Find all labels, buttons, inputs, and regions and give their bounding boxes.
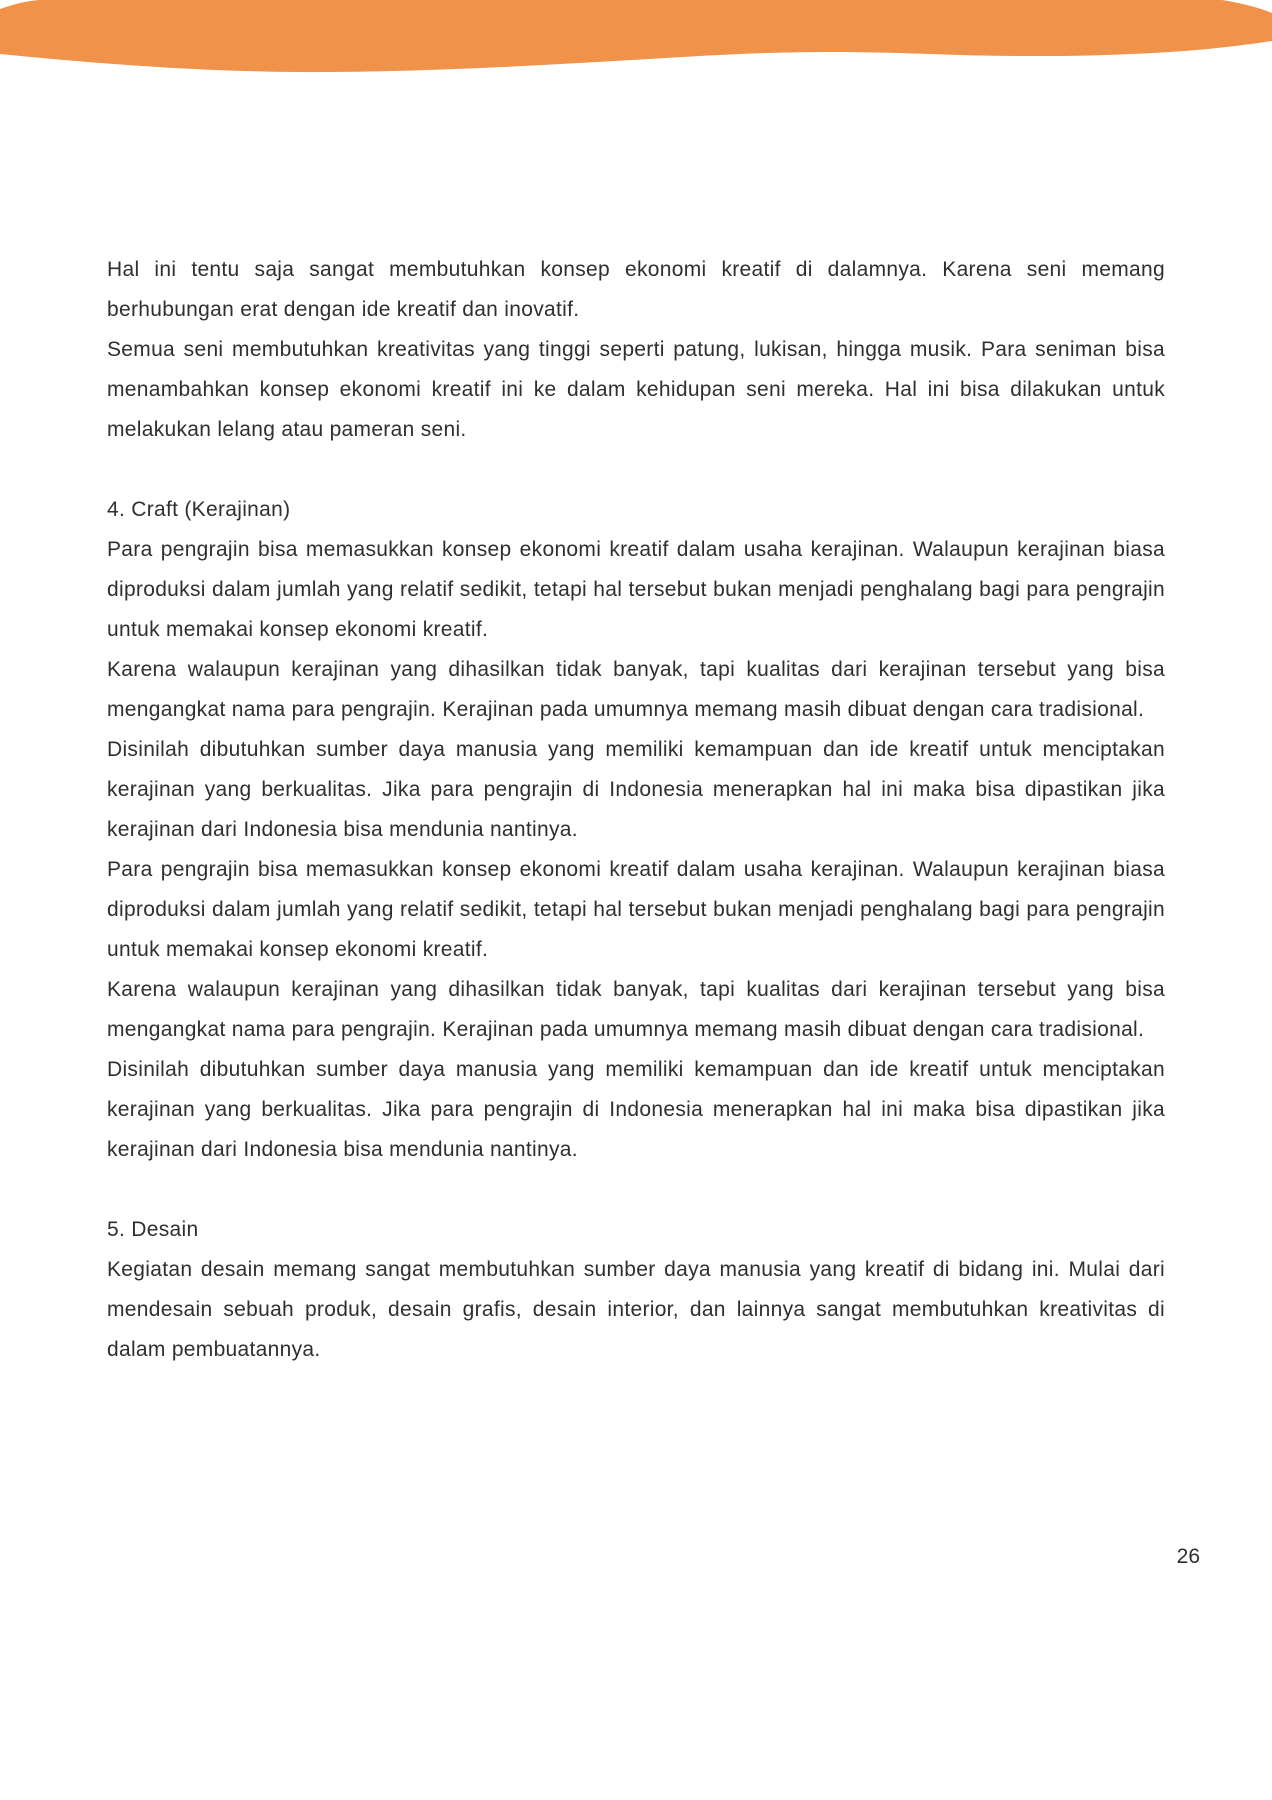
paragraph: Karena walaupun kerajinan yang dihasilkan tidak banyak, tapi kualitas dari kerajinan tersebut yang bisa mengangkat nama para pengrajin. Kerajinan pada umumnya memang masih dibuat dengan cara tradisional. xyxy=(107,978,1165,1041)
header-wave-shape xyxy=(0,0,1272,72)
paragraph: Hal ini tentu saja sangat membutuhkan konsep ekonomi kreatif di dalamnya. Karena seni memang berhubungan erat dengan ide kreatif dan inovatif. xyxy=(107,258,1165,321)
section-heading-desain: 5. Desain xyxy=(107,1218,199,1241)
paragraph: Disinilah dibutuhkan sumber daya manusia yang memiliki kemampuan dan ide kreatif untuk menciptakan kerajinan yang berkualitas. Jika para pengrajin di Indonesia menerapkan hal ini maka bisa dipastikan jika kerajinan dari Indonesia bisa mendunia nantinya. xyxy=(107,738,1165,841)
section-heading-craft: 4. Craft (Kerajinan) xyxy=(107,498,291,521)
paragraph: Disinilah dibutuhkan sumber daya manusia yang memiliki kemampuan dan ide kreatif untuk menciptakan kerajinan yang berkualitas. Jika para pengrajin di Indonesia menerapkan hal ini maka bisa dipastikan jika kerajinan dari Indonesia bisa mendunia nantinya. xyxy=(107,1058,1165,1161)
paragraph: Kegiatan desain memang sangat membutuhkan sumber daya manusia yang kreatif di bidang ini. Mulai dari mendesain sebuah produk, desain grafis, desain interior, dan lainnya sangat membutuhkan kreativitas di dalam pembuatannya. xyxy=(107,1258,1165,1361)
paragraph: Karena walaupun kerajinan yang dihasilkan tidak banyak, tapi kualitas dari kerajinan tersebut yang bisa mengangkat nama para pengrajin. Kerajinan pada umumnya memang masih dibuat dengan cara tradisional. xyxy=(107,658,1165,721)
paragraph: Semua seni membutuhkan kreativitas yang tinggi seperti patung, lukisan, hingga musik. Para seniman bisa menambahkan konsep ekonomi kreatif ini ke dalam kehidupan seni mereka. Hal ini bisa dilakukan untuk melakukan lelang atau pameran seni. xyxy=(107,338,1165,441)
page-number: 26 xyxy=(1176,1545,1200,1568)
header-wave xyxy=(0,0,1272,80)
paragraph: Para pengrajin bisa memasukkan konsep ekonomi kreatif dalam usaha kerajinan. Walaupun kerajinan biasa diproduksi dalam jumlah yang relatif sedikit, tetapi hal tersebut bukan menjadi penghalang bagi para pengrajin untuk memakai konsep ekonomi kreatif. xyxy=(107,538,1165,641)
page-body xyxy=(107,250,1165,1370)
paragraph: Para pengrajin bisa memasukkan konsep ekonomi kreatif dalam usaha kerajinan. Walaupun kerajinan biasa diproduksi dalam jumlah yang relatif sedikit, tetapi hal tersebut bukan menjadi penghalang bagi para pengrajin untuk memakai konsep ekonomi kreatif. xyxy=(107,858,1165,961)
